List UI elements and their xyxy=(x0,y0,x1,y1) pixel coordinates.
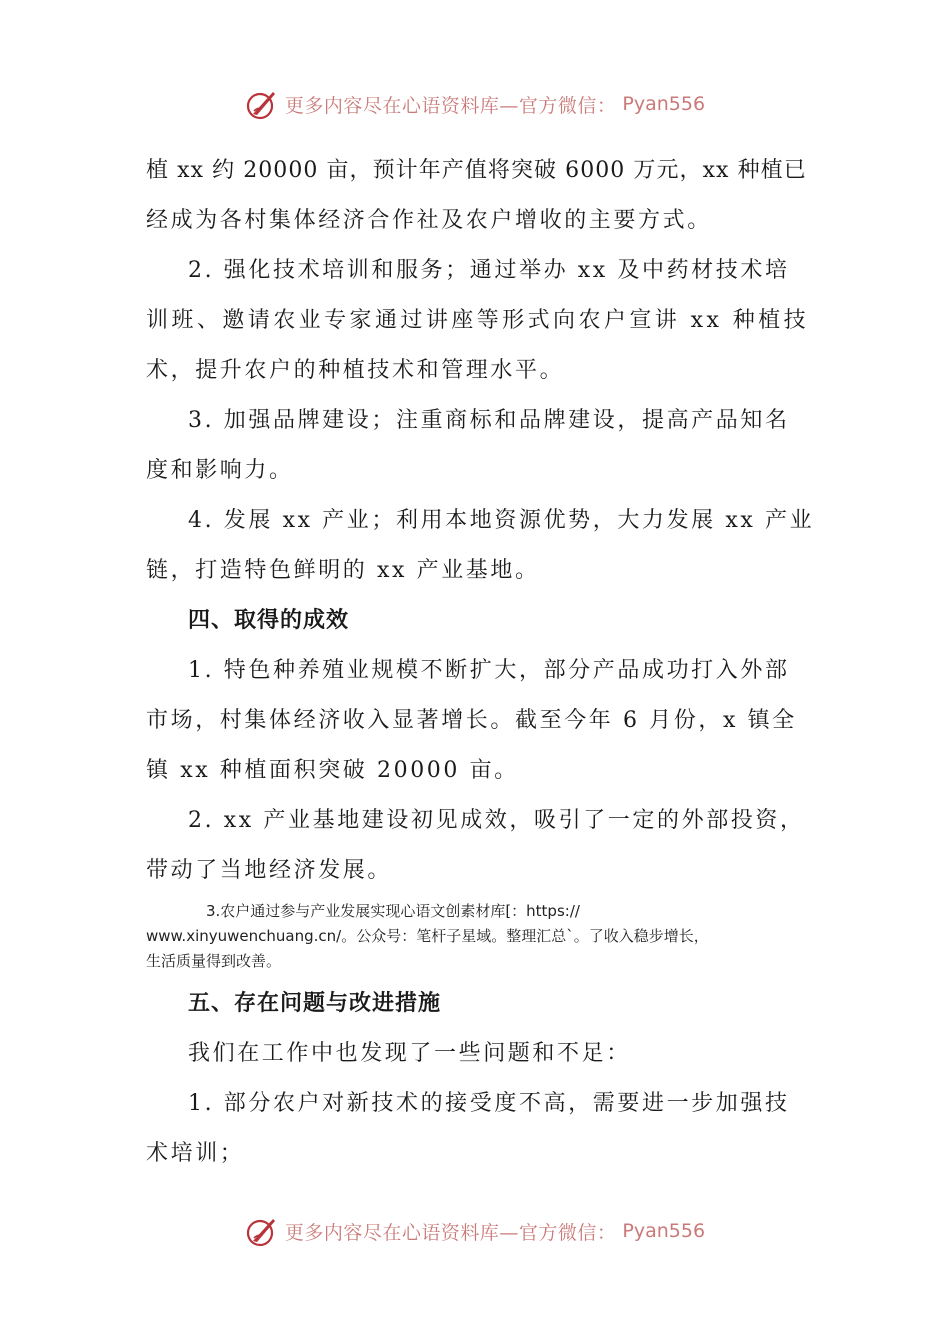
section-heading: 五、存在问题与改进措施 xyxy=(188,991,442,1016)
text-line: 训 班 、 邀 请 农 业 专 家 通 过 讲 座 等 形 式 向 农 户 宣 讲 x x 种 植 技 xyxy=(146,308,806,333)
text-line: 带动了当地经济发展。 xyxy=(146,858,393,883)
paragraph xyxy=(146,1079,806,1179)
footer-watermark xyxy=(0,1211,950,1251)
text-line: 市场，村集体经济收入显著增长。截至今年 6 月份，x 镇全 xyxy=(146,708,797,733)
paragraph xyxy=(146,146,806,246)
paragraph xyxy=(146,646,806,796)
watermark-handle: Pyan556 xyxy=(622,1220,706,1242)
watermark-handle: Pyan556 xyxy=(622,93,706,115)
header-watermark xyxy=(0,84,950,124)
paragraph xyxy=(146,496,815,596)
text-line: www.xinyuwenchuang.cn/。公众号：笔杆子星域。整理汇总`。了收入稳步增长， xyxy=(146,927,709,945)
text-line: 度和影响力。 xyxy=(146,458,294,483)
watermark-text: 更多内容尽在心语资料库—官方微信： xyxy=(284,94,617,117)
quill-logo-icon xyxy=(245,1214,279,1248)
text-line: 4. 发展 xx 产业；利用本地资源优势，大力发展 xx 产业 xyxy=(188,508,815,533)
small-paragraph xyxy=(146,899,806,974)
text-line: 3. 加强品牌建设；注重商标和品牌建设，提高产品知名 xyxy=(188,408,790,433)
text-line: 生活质量得到改善。 xyxy=(146,952,282,970)
text-line: 我们在工作中也发现了一些问题和不足： xyxy=(188,1041,631,1066)
quill-logo-icon xyxy=(245,87,279,121)
text-line: 植 x x 约 2 0 0 0 0 亩 ， 预 计 年 产 值 将 突 破 6 0 0 0 万 元 ， x x 种 植 已 xyxy=(146,158,806,183)
paragraph xyxy=(146,796,806,896)
watermark-text: 更多内容尽在心语资料库—官方微信： xyxy=(284,1221,617,1244)
paragraph xyxy=(146,1029,806,1079)
text-line: 3.农户通过参与产业发展实现心语文创素材库[：https:// xyxy=(206,902,580,920)
text-line: 2. 强化技术培训和服务；通过举办 xx 及中药材技术培 xyxy=(188,258,790,283)
text-line: 1. 特色种养殖业规模不断扩大，部分产品成功打入外部 xyxy=(188,658,790,683)
text-line: 术培训； xyxy=(146,1141,245,1166)
section-heading: 四、取得的成效 xyxy=(188,608,350,633)
paragraph xyxy=(146,396,806,496)
text-line: 链，打造特色鲜明的 xx 产业基地。 xyxy=(146,558,540,583)
paragraph xyxy=(146,246,806,396)
text-line: 术，提升农户的种植技术和管理水平。 xyxy=(146,358,565,383)
text-line: 经成为各村集体经济合作社及农户增收的主要方式。 xyxy=(146,208,712,233)
text-line: 1. 部分农户对新技术的接受度不高，需要进一步加强技 xyxy=(188,1091,790,1116)
text-line: 镇 xx 种植面积突破 20000 亩。 xyxy=(146,758,519,783)
document-body xyxy=(146,146,815,1179)
text-line: 2. xx 产业基地建设初见成效，吸引了一定的外部投资， xyxy=(188,808,805,833)
